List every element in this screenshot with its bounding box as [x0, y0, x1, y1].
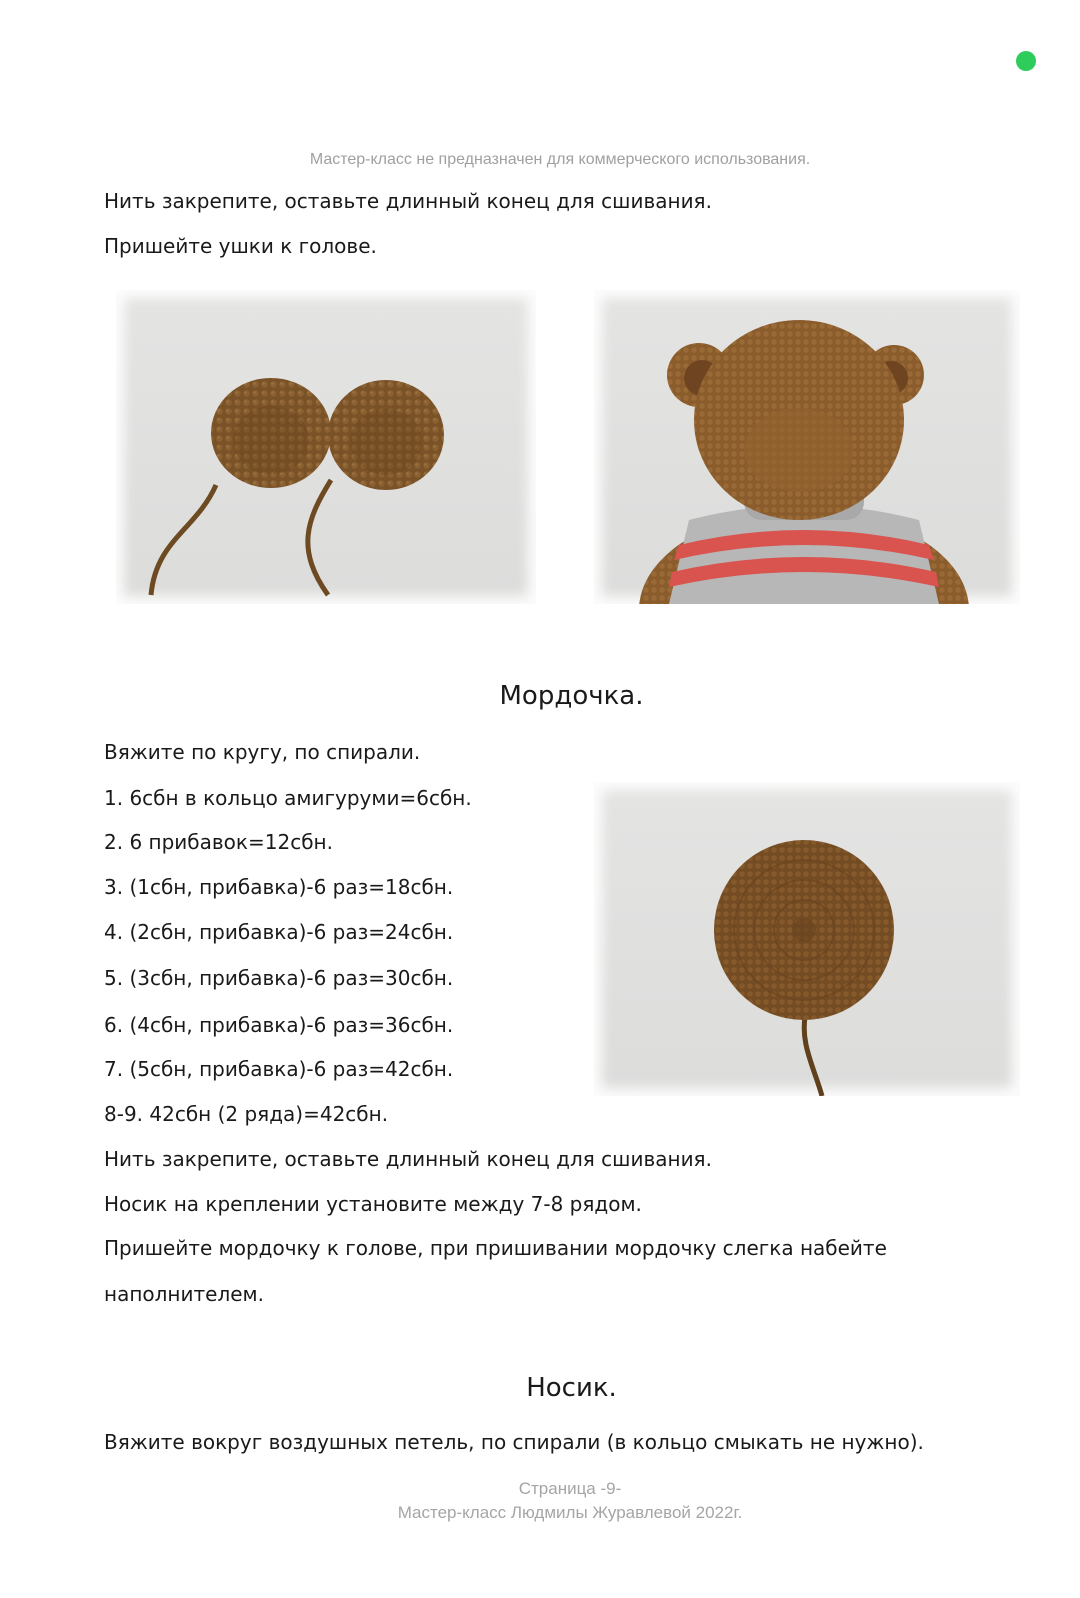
bear-head-photo: [594, 290, 1020, 604]
muzzle-row-2: 2. 6 прибавок=12сбн.: [104, 830, 333, 854]
muzzle-after-3: Пришейте мордочку к голове, при пришивании мордочку слегка набейте: [104, 1236, 887, 1260]
muzzle-after-2: Носик на креплении установите между 7-8 рядом.: [104, 1192, 642, 1216]
ears-line-2: Пришейте ушки к голове.: [104, 234, 377, 258]
muzzle-row-6: 6. (4сбн, прибавка)-6 раз=36сбн.: [104, 1013, 454, 1037]
muzzle-intro: Вяжите по кругу, по спирали.: [104, 740, 421, 764]
ears-photo: [116, 290, 536, 604]
muzzle-row-4: 4. (2сбн, прибавка)-6 раз=24сбн.: [104, 920, 454, 944]
muzzle-after-4: наполнителем.: [104, 1282, 264, 1306]
status-dot-icon: [1016, 51, 1036, 71]
muzzle-row-8-9: 8-9. 42сбн (2 ряда)=42сбн.: [104, 1102, 389, 1126]
nose-heading: Носик.: [526, 1373, 617, 1403]
muzzle-row-7: 7. (5сбн, прибавка)-6 раз=42сбн.: [104, 1057, 454, 1081]
nose-intro: Вяжите вокруг воздушных петель, по спирали (в кольцо смыкать не нужно).: [104, 1430, 924, 1454]
muzzle-heading: Мордочка.: [499, 681, 644, 711]
ears-line-1: Нить закрепите, оставьте длинный конец для сшивания.: [104, 189, 712, 213]
ear-tail-left: [151, 485, 216, 595]
ear-tail-right: [308, 480, 331, 595]
muzzle-row-3: 3. (1сбн, прибавка)-6 раз=18сбн.: [104, 875, 454, 899]
footer-credit: Мастер-класс Людмилы Журавлевой 2022г.: [397, 1503, 743, 1522]
footer-page-number: Страница -9-: [518, 1479, 622, 1498]
muzzle-row-5: 5. (3сбн, прибавка)-6 раз=30сбн.: [104, 966, 454, 990]
muzzle-row-1: 1. 6сбн в кольцо амигуруми=6сбн.: [104, 786, 472, 810]
muzzle-photo: [594, 782, 1020, 1096]
header-disclaimer: Мастер-класс не предназначен для коммерческого использования.: [309, 151, 811, 168]
muzzle-after-1: Нить закрепите, оставьте длинный конец для сшивания.: [104, 1147, 712, 1171]
